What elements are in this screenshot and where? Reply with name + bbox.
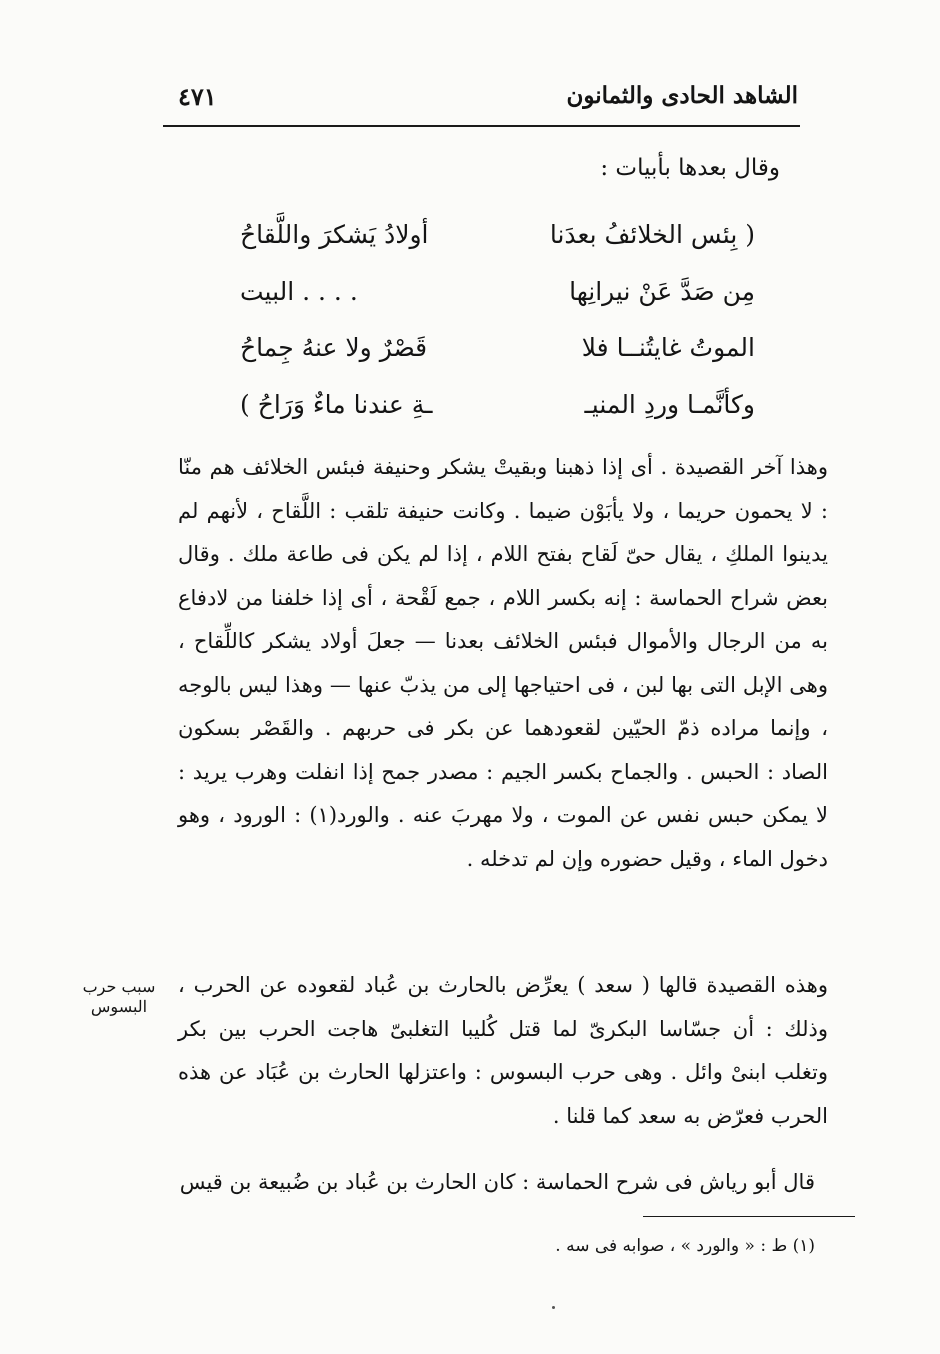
verse-second-hemistich: ـةِ عندنا ماءٌ وَرَاحُ ) <box>240 390 433 419</box>
verse-first-hemistich: مِن صَدَّ عَنْ نيرانِها <box>569 277 755 306</box>
page-number: ٤٧١ <box>178 82 217 111</box>
verse-line <box>240 390 755 430</box>
commentary-paragraph: وهذه القصيدة قالها ( سعد ) يعرِّض بالحارث بن عُباد لقعوده عن الحرب ، وذلك : أن جسّاسا البكرىّ لما قتل كُليبا التغلبىّ هاجت الحرب بين بكر وتغلب ابنىْ وائل . وهى حرب البسوس : واعتزلها الحارث بن عُبَاد عن هذه الحرب فعرّض به سعد كما قلنا . <box>178 973 828 1128</box>
verse-line <box>240 277 755 317</box>
verse-line <box>240 333 755 373</box>
verse-second-hemistich: قَصْرٌ ولا عنهُ جِماحُ <box>240 333 428 362</box>
page-speck <box>552 1306 555 1309</box>
footnote: (١) ط : « والورد » ، صوابه فى سه . <box>555 1236 815 1256</box>
intro-line: وقال بعدها بأبيات : <box>600 155 780 181</box>
verse-first-hemistich: وكأنَّمـا وردِ المنيـ <box>584 390 755 419</box>
verse-first-hemistich: الموتُ غايتُنــا فلا <box>581 333 755 362</box>
verse-second-hemistich: أولادُ يَشكرَ واللَّقاحُ <box>240 220 429 249</box>
footnote-rule <box>643 1216 855 1217</box>
verse-line <box>240 220 755 260</box>
commentary-paragraph: قال أبو رياش فى شرح الحماسة : كان الحارث بن عُباد بن ضُبيعة بن قيس <box>179 1170 815 1194</box>
header-rule <box>163 125 800 127</box>
commentary-paragraph: وهذا آخر القصيدة . أى إذا ذهبنا وبقيتْ يشكر وحنيفة فبئس الخلائف هم منّا : لا يحمون حريما ، ولا يأبَوْن ضيما . وكانت حنيفة تلقب : اللَّقاح ، لأنهم لم يدينوا الملكِ ، يقال حىّ لَقاح بفتح اللام ، إذا لم يكن فى طاعة ملك . وقال بعض شراح الحماسة : إنه بكسر اللام ، جمع لَقْحة ، أى إذا خلفنا من لادفاع به من الرجال والأموال فبئس الخلائف بعدنا — جعلَ أولاد يشكر كاللِّقاح ، وهى الإبل التى بها لبن ، فى احتياجها إلى من يذبّ عنها — وهذا ليس بالوجه ، وإنما مراده ذمّ الحيّين لقعودهما عن بكر فى حربهم . والقَصْر بسكون الصاد : الحبس . والجماح بكسر الجيم : مصدر جمح إذا انفلت وهرب يريد : لا يمكن حبس نفس عن الموت ، ولا مهربَ عنه . والورد(١) : الورود ، وهو دخول الماء ، وقيل حضوره وإن لم تدخله . <box>178 455 829 871</box>
verse-first-hemistich: ( بِئس الخلائفُ بعدَنا <box>549 220 755 249</box>
margin-note: سبب حرب البسوس <box>82 977 156 1016</box>
running-header-title: الشاهد الحادى والثمانون <box>566 82 798 109</box>
verse-second-hemistich: . . . . البيت <box>240 277 358 306</box>
